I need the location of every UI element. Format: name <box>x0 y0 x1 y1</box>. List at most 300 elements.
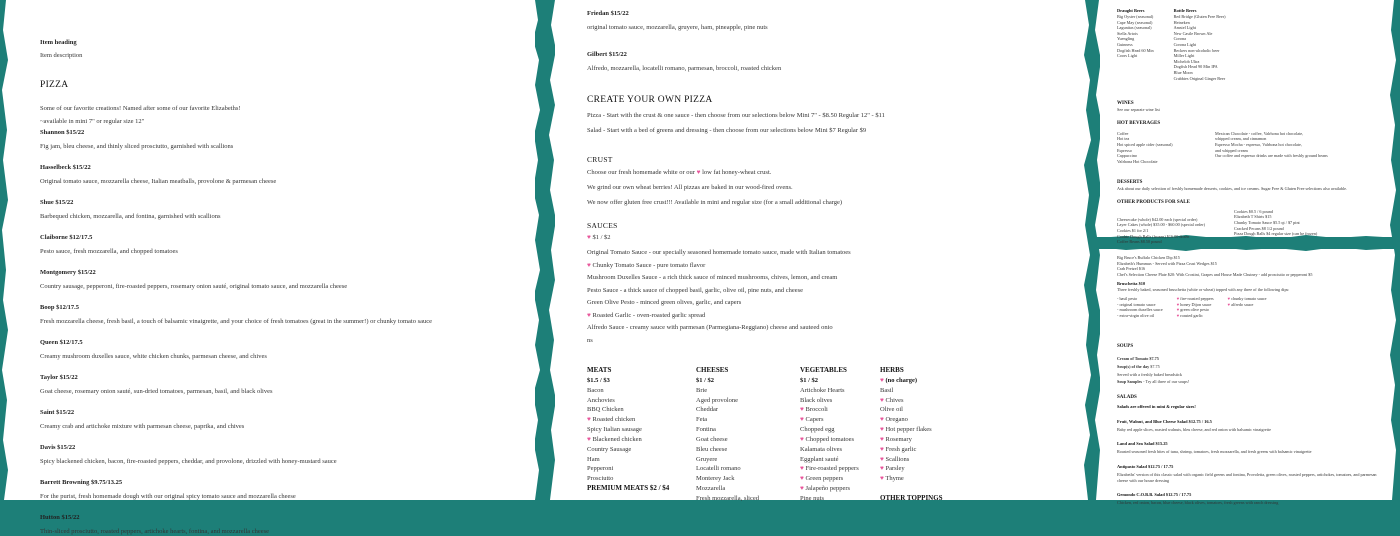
soups-title: SOUPS <box>1117 344 1134 350</box>
soup-name: Soup(s) of the day <box>1117 363 1150 369</box>
wines-text: See our separate wine list <box>1117 107 1160 113</box>
vegetables-item-label: Fire-roasted peppers <box>805 465 859 473</box>
salad-desc: Roasted seasoned fresh bites of tuna, shrimp, tomatoes, fresh mozzarella, and fresh greens with balsamic vinaigrette <box>1117 449 1312 455</box>
vegetables-item-label: Broccoli <box>805 406 828 414</box>
menu-item-name: Montgomery $15/22 <box>40 269 96 276</box>
sauce-text: Green Olive Pesto - minced green olives, garlic, and capers <box>587 299 742 306</box>
herbs-item-label: Rosemary <box>885 435 912 443</box>
dip-item-label: green olive pesto <box>1180 307 1209 313</box>
other-product-item: Elizabeth T Shirts $15 <box>1234 214 1272 220</box>
herbs-item <box>880 435 943 445</box>
heart-icon: ♥ <box>1227 295 1232 301</box>
draught-beer-item: Draught Beers <box>1117 8 1145 13</box>
dips-col-2 <box>1177 296 1214 318</box>
meats-item-label: Prosciutto <box>587 475 614 483</box>
menu-item-desc: Country sausage, pepperoni, fire-roasted peppers, rosemary onion sauté, original tomato sauce, and mozzarella cheese <box>40 283 348 290</box>
crust-line-1 <box>587 168 1067 177</box>
bottle-beer-item: Dogfish Head 90 Min IPA <box>1173 64 1218 70</box>
page1-content <box>40 38 520 536</box>
sauce-price-value: $1 / $2 <box>592 234 611 241</box>
draught-beer-item: Stella Artois <box>1117 30 1138 36</box>
draught-beer-item: Dogfish Head 60 Min <box>1117 47 1154 53</box>
menu-item-desc: Fig jam, bleu cheese, and thinly sliced prosciutto, garnished with scallions <box>40 143 234 150</box>
herbs-column <box>880 366 943 504</box>
appetizer-item: Chef's Selection Cheese Plate $20: With Crostini, Grapes and House Made Chutney - add prosciutto or pepperoni $5 <box>1117 271 1313 277</box>
hot-beverage-note: Mexican Chocolate - coffee, Valrhona hot chocolate, <box>1215 130 1304 136</box>
meats-title: MEATS <box>587 366 612 374</box>
meats-item-label: Pepperoni <box>587 465 614 473</box>
salads-title: SALADS <box>1117 394 1137 400</box>
appetizers-list <box>1117 255 1379 277</box>
menu-item-desc: Barbequed chicken, mozzarella, and fontina, garnished with scallions <box>40 213 221 220</box>
heart-icon: ♥ <box>880 445 886 453</box>
dips-block <box>1117 296 1379 318</box>
sauce-item <box>587 248 1067 257</box>
page3-top <box>1117 8 1377 245</box>
herbs-item <box>880 405 943 415</box>
hot-beverage-note: Espresso Mocha - espresso, Valrhona hot chocolate, <box>1215 141 1302 147</box>
soup-desc: Served with a freshly baked breadstick <box>1117 371 1183 377</box>
meats-item-label: Country Sausage <box>587 445 632 453</box>
torn-edge-2-left <box>545 0 559 500</box>
vegetables-title: VEGETABLES <box>800 366 847 374</box>
soup-desc: - Try all three of our soups! <box>1143 379 1190 385</box>
sauce-item <box>587 261 1067 270</box>
torn-edge-1 <box>527 0 545 500</box>
soup-name: Soup Samples <box>1117 379 1143 385</box>
vegetables-item <box>800 415 859 425</box>
vegetables-item-label: Artichoke Hearts <box>800 386 845 394</box>
other-product-item: Cracked Pecans $8 1/2 pound <box>1234 225 1284 231</box>
crust-line-2: We grind our own wheat berries! All pizzas are baked in our wood-fired ovens. <box>587 184 793 191</box>
crust-line-1a: Choose our fresh homemade white or our <box>587 169 695 176</box>
other-product-item: Layer Cakes (whole) $35.00 - $60.00 (special order) <box>1117 222 1206 228</box>
soup-desc: $7.75 <box>1150 363 1160 369</box>
sauce-text: Mushroom Duxelles Sauce - a rich thick sauce of minced mushrooms, chives, lemon, and cream <box>587 274 838 281</box>
salad-name: Antipasto Salad $12.75 / 17.75 <box>1117 463 1174 469</box>
vegetables-item-label: Capers <box>805 416 824 424</box>
heart-icon: ♥ <box>800 485 806 493</box>
dip-item <box>1228 302 1267 308</box>
beers-block <box>1117 8 1377 81</box>
sauce-item <box>587 311 1067 320</box>
menu-item-name: Claiborne $12/17.5 <box>40 234 93 241</box>
menu-item-name: Davis $15/22 <box>40 444 76 451</box>
meats-item <box>587 455 669 465</box>
herbs-item-label: Oregano <box>885 416 908 424</box>
heart-icon: ♥ <box>880 435 886 443</box>
torn-edge-1-left <box>0 0 14 500</box>
vegetables-item <box>800 484 859 494</box>
bottle-beer-item: Crabbies Original Ginger Beer <box>1173 75 1226 81</box>
menu-item-desc: Original tomato sauce, mozzarella cheese, Italian meatballs, provolone & parmesan cheese <box>40 178 277 185</box>
heart-icon: ♥ <box>587 416 593 424</box>
salad-name: Fruit, Walnut, and Blue Cheese Salad $12.75 / 16.5 <box>1117 418 1212 424</box>
hot-beverage-item: Valrhona Hot Chocolate <box>1117 158 1158 164</box>
sauce-text: ns <box>587 336 593 344</box>
hot-beverage-note: Our coffee and espresso drinks are made with freshly ground beans <box>1215 153 1328 159</box>
menu-item-name: Hutton $15/22 <box>40 514 80 521</box>
sauce-text: Pesto Sauce - a thick sauce of chopped basil, garlic, olive oil, pine nuts, and cheese <box>587 286 804 294</box>
page2-content <box>587 9 1067 348</box>
cheeses-item <box>696 396 759 406</box>
soup-item <box>1117 356 1379 362</box>
cheeses-item <box>696 405 759 415</box>
herbs-item-label: Thyme <box>885 475 904 483</box>
other-product-item: Cookies $1 for 2/1 <box>1117 228 1149 234</box>
other-products-block <box>1117 209 1377 245</box>
herbs-item-label: Basil <box>880 386 894 394</box>
heart-icon: ♥ <box>880 465 886 473</box>
herbs-item <box>880 386 943 396</box>
sauce-item <box>587 298 1067 307</box>
pizza-intro-1: Some of our favorite creations! Named after some of our favorite Elizabeths! <box>40 105 241 112</box>
item-description: Item description <box>40 52 83 59</box>
other-product-item: Cookies $0.5 / 6 pound <box>1234 208 1273 214</box>
draught-beers <box>1117 8 1154 81</box>
sauce-item <box>587 323 1067 332</box>
cheeses-item <box>696 445 759 455</box>
cheeses-item-label: Bleu cheese <box>696 445 728 453</box>
vegetables-column <box>800 366 859 504</box>
meats-item <box>587 445 669 455</box>
menu-item-desc: Spicy blackened chicken, bacon, fire-roasted peppers, cheddar, and provolone, drizzled with honey-mustard sauce <box>40 458 337 465</box>
heart-icon: ♥ <box>880 455 886 463</box>
crust-line-1b: low fat honey-wheat crust. <box>702 169 772 176</box>
dip-item-label: fire-roasted peppers <box>1180 295 1214 301</box>
vegetables-item <box>800 386 859 396</box>
meats-item <box>587 396 669 406</box>
vegetables-item-label: Chopped tomatoes <box>805 435 855 443</box>
create-salad-text: Salad - Start with a bed of greens and dressing - then choose from our selections below Mini $7 Regular $9 <box>587 127 867 134</box>
bottle-beer-item: Beckers non-alcoholic beer <box>1173 47 1220 53</box>
sauce-text: Roasted Garlic - oven-roasted garlic spread <box>592 311 706 319</box>
dip-item: - extra-virgin olive oil <box>1117 312 1155 318</box>
herbs-list <box>880 386 943 484</box>
heart-icon: ♥ <box>1176 301 1181 307</box>
other-product-item: Cookie Dough Balls (frozen) $16.00 dozen <box>1117 233 1190 239</box>
dip-item <box>1177 313 1214 319</box>
salads-note: Salads are offered in mini & regular sizes! <box>1117 403 1196 409</box>
other-products-left <box>1117 209 1222 245</box>
salad-name: Gemondo C.O.B.B. Salad $12.75 / 17.75 <box>1117 492 1192 498</box>
bottle-beer-item: Amstel Light <box>1173 25 1196 31</box>
appetizer-item: Crab Pretzel $16 <box>1117 266 1146 272</box>
cheeses-column <box>696 366 759 504</box>
hot-beverages-block <box>1117 131 1377 165</box>
menu-item-desc: Alfredo, mozzarella, locatelli romano, parmesan, broccoli, roasted chicken <box>587 65 782 72</box>
menu-item-desc: For the purist, fresh homemade dough with our original spicy tomato sauce and mozzarella cheese <box>40 493 296 500</box>
desserts-text: Ask about our daily selection of freshly homemade desserts, cookies, and ice creams. Sugar Free & Gluten Free selections also available. <box>1117 186 1348 192</box>
other-product-item: Coffee Beans $8.50 pound <box>1117 239 1162 245</box>
heart-icon: ♥ <box>1176 295 1181 301</box>
soup-item <box>1117 372 1379 378</box>
herbs-price <box>880 376 943 386</box>
menu-item-desc: Pesto sauce, fresh mozzarella, and chopped tomatoes <box>40 248 178 255</box>
salad-desc: Chicken, red onion, bacon, blue cheese, black olives, tomatoes, fresh greens with ranch dressing <box>1117 500 1279 506</box>
hot-beverages-left <box>1117 131 1197 165</box>
heart-icon: ♥ <box>1176 312 1181 318</box>
cheeses-item-label: Cheddar <box>696 406 719 414</box>
create-pizza-text: Pizza - Start with the crust & one sauce - then choose from our selections below Mini 7" - $8.50 Regular 12" - $11 <box>587 112 885 119</box>
heart-icon: ♥ <box>880 416 886 424</box>
meats-list <box>587 386 669 484</box>
menu-item-desc: Goat cheese, rosemary onion sauté, sun-dried tomatoes, parmesan, basil, and black olives <box>40 388 273 395</box>
premium-meats-title: PREMIUM MEATS $2 / $4 <box>587 484 670 493</box>
bruschetta-title: Bruschetta $10 <box>1117 281 1146 287</box>
heart-icon: ♥ <box>880 426 886 434</box>
dip-item-label: alfredo sauce <box>1231 301 1254 307</box>
heart-icon: ♥ <box>1176 307 1181 313</box>
soup-name: Cream of Tomato $7.75 <box>1117 356 1159 362</box>
vegetables-item <box>800 494 859 504</box>
hot-beverage-note: and whipped cream <box>1215 147 1248 153</box>
vegetables-item-label: Jalapeño peppers <box>805 485 851 493</box>
item-heading: Item heading <box>40 39 77 46</box>
cheeses-item-label: Fresh mozzarella, sliced <box>696 494 759 502</box>
other-products-title: OTHER PRODUCTS FOR SALE <box>1117 199 1190 205</box>
sauce-text: Original Tomato Sauce - our specially seasoned homemade tomato sauce, made with Italian tomatoes <box>587 249 851 256</box>
bottle-beer-item: Bottle Beers <box>1173 8 1197 13</box>
meats-item <box>587 474 669 484</box>
heart-icon: ♥ <box>800 465 806 473</box>
herbs-item-label: Olive oil <box>880 406 903 414</box>
menu-item-desc: Creamy crab and artichoke mixture with parmesan cheese, paprika, and chives <box>40 423 245 430</box>
cheeses-item-label: Gruyere <box>696 455 718 463</box>
pizza-list <box>40 128 520 536</box>
herbs-item-label: Hot pepper flakes <box>885 426 932 434</box>
cheeses-item-label: Aged provolone <box>696 396 739 404</box>
heart-icon: ♥ <box>800 435 806 443</box>
menu-item-name: Taylor $15/22 <box>40 374 78 381</box>
other-product-item: Cheesecake (whole) $42.00 each (special order) <box>1117 216 1198 222</box>
heart-icon: ♥ <box>587 234 591 241</box>
salad-name: Land and Sea Salad $15.25 <box>1117 441 1168 447</box>
menu-item-name: Hasselbeck $15/22 <box>40 164 91 171</box>
meats-item-label: Blackened chicken <box>592 435 642 443</box>
heart-icon: ♥ <box>587 311 593 319</box>
pizza-intro-2: ~available in mini 7" or regular size 12" <box>40 118 145 125</box>
herbs-item-label: Scallions <box>885 455 910 463</box>
meats-item-label: Bacon <box>587 386 604 394</box>
meats-price: $1.5 / $3 <box>587 376 610 384</box>
meats-item <box>587 425 669 435</box>
cheeses-item-label: Feta <box>696 416 708 424</box>
cheeses-item <box>696 494 759 504</box>
cheeses-list <box>696 386 759 504</box>
desserts-title: DESSERTS <box>1117 180 1143 186</box>
draught-beer-item: Lagunitas (seasonal) <box>1117 25 1152 31</box>
cheeses-item-label: Locatelli romano <box>696 465 741 473</box>
cheeses-item <box>696 435 759 445</box>
page3-bottom <box>1117 255 1379 506</box>
cheeses-item <box>696 386 759 396</box>
vegetables-item <box>800 474 859 484</box>
cheeses-item-label: Brie <box>696 386 708 394</box>
salad-desc: Elizabeths' version of this classic salad with organic field greens and fontina, Provoletta, green olives, roasted peppers, artichokes, tomatoes, and parmesan cheese with our house dressing <box>1117 471 1377 483</box>
meats-item <box>587 435 669 445</box>
menu-item-desc: original tomato sauce, mozzarella, gruyere, ham, pineapple, pine nuts <box>587 24 768 31</box>
hot-beverage-item: Espresso <box>1117 147 1132 153</box>
heart-icon: ♥ <box>800 406 806 414</box>
menu-item-name: Shue $15/22 <box>40 199 74 206</box>
heart-icon: ♥ <box>696 169 701 176</box>
heart-icon: ♥ <box>880 376 884 384</box>
menu-item-name: Friedan $15/22 <box>587 10 629 17</box>
cheeses-title: CHEESES <box>696 366 729 374</box>
bottle-beer-item: New Castle Brown Ale <box>1173 30 1213 36</box>
sauces-title: SAUCES <box>587 221 618 230</box>
draught-beer-item: Guinness <box>1117 41 1133 47</box>
sauce-text: Alfredo Sauce - creamy sauce with parmesan (Parmegiana-Reggiano) cheese and sauteed onio <box>587 324 833 331</box>
menu-item-name: Saint $15/22 <box>40 409 75 416</box>
herbs-item-label: Chives <box>885 396 904 404</box>
cheeses-item-label: Monterey Jack <box>696 475 735 483</box>
hot-beverage-item: Cappuccino <box>1117 153 1138 159</box>
vegetables-price: $1 / $2 <box>800 376 819 384</box>
dip-item-label: honey Dijon sauce <box>1180 301 1212 307</box>
draught-beer-item: Coors Light <box>1117 53 1138 59</box>
cheeses-item <box>696 415 759 425</box>
vegetables-item-label: Chopped egg <box>800 426 835 434</box>
bottle-beer-item: Red Bridge (Gluten Free Beer) <box>1173 14 1226 19</box>
vegetables-item <box>800 445 859 455</box>
pizza-list-continued <box>587 9 1067 73</box>
torn-edge-3-right <box>1380 0 1400 500</box>
heart-icon: ♥ <box>587 435 593 443</box>
herbs-item <box>880 415 943 425</box>
heart-icon: ♥ <box>1227 301 1232 307</box>
cheeses-item <box>696 425 759 435</box>
meats-item-label: Anchovies <box>587 396 615 404</box>
herbs-item-label: Fresh garlic <box>885 445 917 453</box>
sauce-item <box>587 336 1067 345</box>
menu-item-name: Barrett Browning $9.75/13.25 <box>40 479 123 486</box>
vegetables-item <box>800 396 859 406</box>
meats-item-label: Roasted chicken <box>592 416 636 424</box>
sauce-item <box>587 273 1067 282</box>
soup-item <box>1117 379 1379 385</box>
salad-desc: Baby red apple slices, roasted walnuts, bleu cheese, and red onion with balsamic vinaigrette <box>1117 426 1271 432</box>
cheeses-item <box>696 464 759 474</box>
herbs-item <box>880 474 943 484</box>
sauce-text: Chunky Tomato Sauce - pure tomato flavor <box>592 261 706 269</box>
hot-beverage-item: Coffee <box>1117 130 1129 136</box>
bottle-beer-item: Blue Moon <box>1173 69 1193 75</box>
heart-icon: ♥ <box>880 475 886 483</box>
menu-item-name: Boop $12/17.5 <box>40 304 80 311</box>
bottle-beer-item: Michelob Ultra <box>1173 58 1200 64</box>
dip-item: - basil pesto <box>1117 295 1138 301</box>
meats-item <box>587 386 669 396</box>
menu-item-name: Queen $12/17.5 <box>40 339 83 346</box>
vegetables-item-label: Kalamata olives <box>800 445 843 453</box>
menu-item-desc: Fresh mozzarella cheese, fresh basil, a touch of balsamic vinaigrette, and your choice of fresh tomatoes (great in the summer!) or chunky tomato sauce <box>40 318 433 325</box>
sauce-list <box>587 248 1067 345</box>
meats-item <box>587 464 669 474</box>
dip-item-label: roasted garlic <box>1180 312 1203 318</box>
sauce-price <box>587 233 1067 242</box>
hot-beverage-item: Hot tea <box>1117 136 1130 142</box>
soups-list <box>1117 356 1379 384</box>
meats-item <box>587 415 669 425</box>
appetizer-item: Elizabeth's Hummus - Served with Pizza Crust Wedges $15 <box>1117 260 1217 266</box>
heart-icon: ♥ <box>587 261 593 269</box>
vegetables-item <box>800 464 859 474</box>
vegetables-item-label: Green peppers <box>805 475 844 483</box>
bottle-beer-item: Corona Light <box>1173 41 1197 47</box>
bottle-beer-item: Heineken <box>1173 19 1190 25</box>
crust-title: CRUST <box>587 155 613 164</box>
vegetables-item <box>800 455 859 465</box>
pizza-section-title: PIZZA <box>40 80 69 90</box>
menu-item-desc: Thin-sliced prosciutto, roasted peppers, artichoke hearts, fontina, and mozzarella cheese <box>40 528 270 535</box>
cheeses-item <box>696 484 759 494</box>
sauce-item <box>587 286 1067 295</box>
bottle-beers <box>1174 8 1226 81</box>
other-products-right <box>1234 209 1317 245</box>
heart-icon: ♥ <box>800 475 806 483</box>
heart-icon: ♥ <box>800 416 806 424</box>
vegetables-list <box>800 386 859 504</box>
bruschetta-text: Three freshly baked, seasoned bruschetta (white or wheat) topped with any three of the following dips: <box>1117 287 1290 293</box>
dip-item: - mushroom duxelles sauce <box>1117 307 1163 313</box>
vegetables-item <box>800 425 859 435</box>
hot-beverages-right <box>1215 131 1328 165</box>
bottle-beer-item: Miller Light <box>1173 53 1195 59</box>
cheeses-item <box>696 455 759 465</box>
cheeses-price: $1 / $2 <box>696 376 715 384</box>
other-product-item: Pizza Dough Balls $4 regular size (can be frozen) <box>1234 231 1318 237</box>
dips-col-1 <box>1117 296 1163 318</box>
cheeses-item <box>696 474 759 484</box>
herbs-title: HERBS <box>880 366 904 374</box>
herbs-item <box>880 425 943 435</box>
herbs-price-value: (no charge) <box>885 376 918 384</box>
herbs-item <box>880 396 943 406</box>
bottle-beer-item: Corona <box>1173 36 1186 42</box>
meats-item-label: BBQ Chicken <box>587 406 624 414</box>
herbs-item <box>880 464 943 474</box>
appetizer-item: Big Bruce's Buffalo Chicken Dip $15 <box>1117 255 1180 260</box>
herbs-item-label: Parsley <box>885 465 905 473</box>
salads-list <box>1117 419 1379 506</box>
cheeses-item-label: Fontina <box>696 426 716 434</box>
meats-item-label: Ham <box>587 455 600 463</box>
soup-item <box>1117 364 1379 370</box>
hot-beverage-item: Hot spiced apple cider (seasonal) <box>1117 141 1173 147</box>
menu-item-name: Gilbert $15/22 <box>587 51 627 58</box>
meats-item <box>587 405 669 415</box>
vegetables-item <box>800 405 859 415</box>
herbs-item <box>880 455 943 465</box>
vegetables-item-label: Eggplant sauté <box>800 455 839 463</box>
hot-beverages-title: HOT BEVERAGES <box>1117 120 1161 126</box>
vegetables-item-label: Black olives <box>800 396 833 404</box>
dip-item: - original tomato sauce <box>1117 301 1156 307</box>
meats-item-label: Spicy Italian sausage <box>587 426 642 434</box>
menu-item-name: Shannon $15/22 <box>40 129 85 136</box>
other-toppings-title: OTHER TOPPINGS <box>880 494 943 503</box>
crust-line-3: We now offer gluten free crust!!! Available in mini and regular size (for a small additional charge) <box>587 199 843 206</box>
meats-column <box>587 366 669 494</box>
heart-icon: ♥ <box>880 396 886 404</box>
cheeses-item-label: Goat cheese <box>696 435 728 443</box>
draught-beer-item: Big Oyster (seasonal) <box>1117 14 1154 19</box>
draught-beer-item: Yuengling <box>1117 36 1135 42</box>
hot-beverage-note: whipped cream, and cinnamon <box>1215 136 1267 142</box>
dip-item-label: chunky tomato sauce <box>1231 295 1267 301</box>
